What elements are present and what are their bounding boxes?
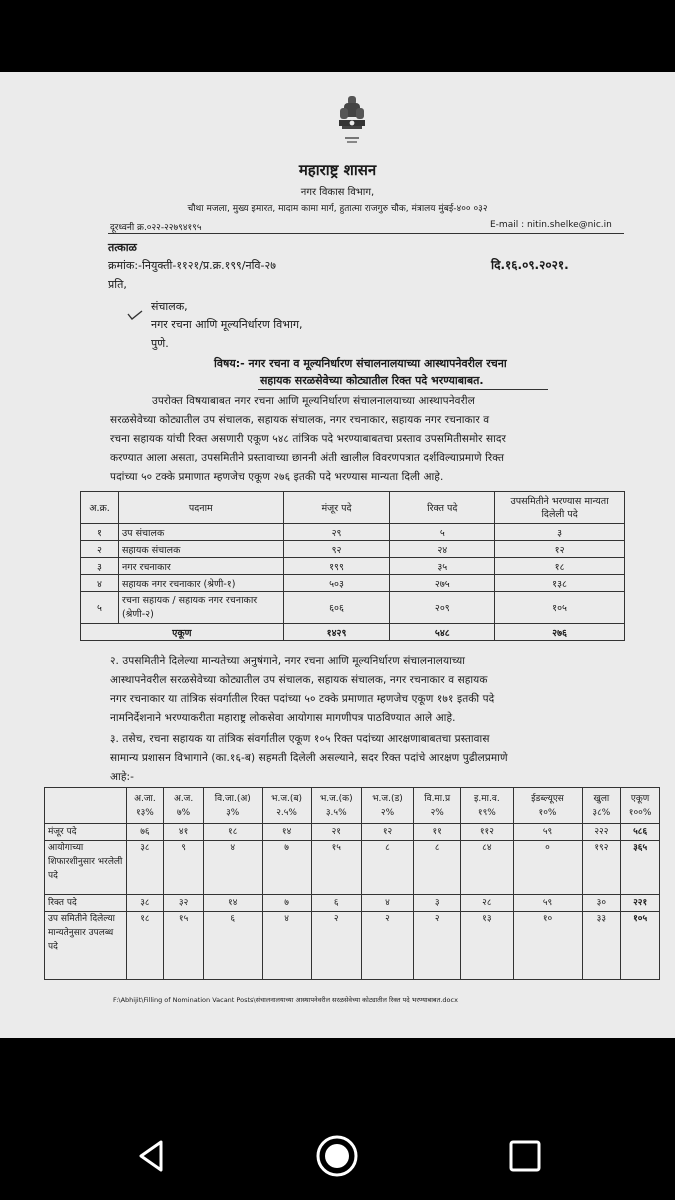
header-category: खुला ३८% — [582, 788, 621, 824]
tick-mark-icon — [127, 310, 143, 320]
para1-line-3: रचना सहायक यांची रिक्त असणारी एकूण ५४८ तांत्रिक पदे भरण्याबाबतचा प्रस्ताव उपसमितीसमोर सादर — [110, 433, 506, 445]
cell-value: ७६ — [126, 824, 164, 841]
header-blank — [45, 788, 127, 824]
header-category: भ.ज.(क) ३.५% — [311, 788, 361, 824]
reference-number: क्रमांक:-नियुक्ती-११२१/प्र.क्र.१९९/नवि-२७ — [108, 259, 276, 272]
department-address: चौथा मजला, मुख्य इमारत, मादाम कामा मार्ग, हुतात्मा राजगुरु चौक, मंत्रालय मुंबई-४०० ०३२ — [187, 204, 488, 214]
table-row — [81, 541, 625, 558]
header-category: ईडब्ल्यूएस १०% — [513, 788, 582, 824]
cell-value: १९२ — [582, 841, 621, 895]
para1-line-5: पदांच्या ५० टक्के प्रमाणात म्हणजेच एकूण २७६ इतकी पदे भरण्यास मान्यता दिली आहे. — [110, 471, 444, 483]
para2-line-2: आस्थापनेवरील सरळसेवेच्या कोट्यातील उप संचालक, सहायक संचालक, नगर रचनाकार व सहायक — [110, 674, 488, 686]
table-total-row — [81, 624, 625, 641]
header-category: वि.जा.(अ) ३% — [203, 788, 262, 824]
para3-line-3: आहे:- — [110, 771, 135, 783]
header-vacant: रिक्त पदे — [390, 492, 495, 524]
cell-value: ७ — [262, 895, 311, 912]
table-row — [45, 912, 660, 980]
table-row — [81, 592, 625, 624]
header-approved: उपसमितीने भरण्यास मान्यता दिलेली पदे — [495, 492, 625, 524]
header-category: भ.ज.(ड) २% — [361, 788, 413, 824]
para1-line-4: करण्यात आला असता, उपसमितीने प्रस्तावाच्या छाननी अंती खालील विवरणपत्रात दर्शविल्याप्रमाणे रिक्त — [110, 452, 505, 464]
table-row — [45, 895, 660, 912]
header-category: अ.ज. ७% — [164, 788, 204, 824]
cell-value: ३२ — [164, 895, 204, 912]
cell-post-name: सहायक नगर रचनाकार (श्रेणी-१) — [118, 575, 283, 592]
cell-value: ४ — [361, 895, 413, 912]
cell-value: १३ — [461, 912, 513, 980]
header-category: वि.मा.प्र २% — [414, 788, 461, 824]
row-label: रिक्त पदे — [45, 895, 127, 912]
cell-value: ६ — [311, 895, 361, 912]
cell-serial: ४ — [81, 575, 119, 592]
para1-line-1: उपरोक्त विषयाबाबत नगर रचना आणि मूल्यनिर्धारण संचालनालयाच्या आस्थापनेवरील — [152, 395, 475, 407]
cell-post-name: रचना सहायक / सहायक नगर रचनाकार (श्रेणी-२) — [118, 592, 283, 624]
cell-value: २१ — [311, 824, 361, 841]
urgency-label: तत्काळ — [108, 241, 137, 254]
cell-post-name: सहायक संचालक — [118, 541, 283, 558]
cell-value: ८ — [414, 841, 461, 895]
cell-post-name: उप संचालक — [118, 524, 283, 541]
para2-line-1: २. उपसमितीने दिलेल्या मान्यतेच्या अनुषंगाने, नगर रचना आणि मूल्यनिर्धारण संचालनालयाच्या — [110, 655, 466, 667]
cell-value: ४ — [203, 841, 262, 895]
cell-value: १० — [513, 912, 582, 980]
cell-value: ११२ — [461, 824, 513, 841]
cell-value: ६ — [203, 912, 262, 980]
table-row — [81, 575, 625, 592]
home-icon[interactable] — [315, 1134, 359, 1178]
cell-value: ३३ — [582, 912, 621, 980]
cell-total: ५८६ — [621, 824, 660, 841]
para3-line-1: ३. तसेच, रचना सहायक या तांत्रिक संवर्गातील एकूण १०५ रिक्त पदांच्या आरक्षणाबाबतचा प्रस्तावास — [110, 733, 490, 745]
header-category: भ.ज.(ब) २.५% — [262, 788, 311, 824]
document-page — [0, 72, 675, 1038]
cell-value: ५९ — [513, 895, 582, 912]
row-label: मंजूर पदे — [45, 824, 127, 841]
recipient-line-3: पुणे. — [151, 337, 169, 350]
recipient-line-2: नगर रचना आणि मूल्यनिर्धारण विभाग, — [151, 318, 303, 331]
cell-value: २ — [414, 912, 461, 980]
cell-serial: ५ — [81, 592, 119, 624]
cell-serial: २ — [81, 541, 119, 558]
cell-value: १८ — [203, 824, 262, 841]
total-vacant: ५४८ — [390, 624, 495, 641]
para1-line-2: सरळसेवेच्या कोट्यातील उप संचालक, सहायक संचालक, नगर रचनाकार, सहायक नगर रचनाकार व — [110, 414, 490, 426]
cell-vacant: २७५ — [390, 575, 495, 592]
total-sanctioned: १४२९ — [283, 624, 390, 641]
cell-value: ४१ — [164, 824, 204, 841]
subject-line-1: विषय:- नगर रचना व मूल्यनिर्धारण संचालनालयाच्या आस्थापनेवरील रचना — [214, 357, 507, 370]
header-category: अ.जा. १३% — [126, 788, 164, 824]
cell-value: ११ — [414, 824, 461, 841]
national-emblem-icon — [334, 94, 370, 150]
cell-approved: १०५ — [495, 592, 625, 624]
cell-approved: ३ — [495, 524, 625, 541]
cell-value: ९ — [164, 841, 204, 895]
recents-icon[interactable] — [507, 1138, 543, 1174]
para2-line-3: नगर रचनाकार या तांत्रिक संवर्गातील रिक्त पदांच्या ५० टक्के प्रमाणात म्हणजेच एकूण १७१ इतकी पदे — [110, 693, 495, 705]
header-sanctioned: मंजूर पदे — [283, 492, 390, 524]
cell-sanctioned: २९ — [283, 524, 390, 541]
para3-line-2: सामान्य प्रशासन विभागाने (का.१६-ब) सहमती दिलेली असल्याने, सदर रिक्त पदांचे आरक्षण पुढीलप्रमाणे — [110, 752, 508, 764]
total-label: एकूण — [81, 624, 284, 641]
cell-approved: १८ — [495, 558, 625, 575]
letterhead-divider — [108, 233, 624, 234]
header-category: एकूण १००% — [621, 788, 660, 824]
cell-sanctioned: ६०६ — [283, 592, 390, 624]
reservation-table — [44, 787, 660, 980]
email-address: E-mail : nitin.shelke@nic.in — [490, 220, 612, 230]
row-label: उप समितीने दिलेल्या मान्यतेनुसार उपलब्ध पदे — [45, 912, 127, 980]
recipient-line-1: संचालक, — [151, 300, 188, 313]
cell-vacant: ५ — [390, 524, 495, 541]
letter-date: दि.१६.०९.२०२१. — [491, 258, 569, 272]
cell-approved: १२ — [495, 541, 625, 558]
cell-post-name: नगर रचनाकार — [118, 558, 283, 575]
cell-value: १५ — [164, 912, 204, 980]
cell-value: १८ — [126, 912, 164, 980]
cell-serial: १ — [81, 524, 119, 541]
table-header-row — [81, 492, 625, 524]
table-row — [81, 524, 625, 541]
table-row — [81, 558, 625, 575]
cell-approved: १३८ — [495, 575, 625, 592]
cell-vacant: २४ — [390, 541, 495, 558]
cell-total: ३६५ — [621, 841, 660, 895]
back-icon[interactable] — [133, 1138, 169, 1174]
header-post-name: पदनाम — [118, 492, 283, 524]
cell-value: ३० — [582, 895, 621, 912]
cell-total: १०५ — [621, 912, 660, 980]
header-category: इ.मा.व. १९% — [461, 788, 513, 824]
cell-vacant: ३५ — [390, 558, 495, 575]
file-path-footer: F:\Abhijit\Filling of Nomination Vacant Posts\संचालनालयाच्या आस्थापनेवरील सरळसेवेच्या कोट्यातील रिक्त पदे भरण्याबाबत.docx — [113, 996, 458, 1004]
government-title: महाराष्ट्र शासन — [298, 161, 377, 179]
cell-value: ० — [513, 841, 582, 895]
cell-total: २२१ — [621, 895, 660, 912]
cell-value: ५९ — [513, 824, 582, 841]
salutation-to: प्रति, — [108, 278, 127, 291]
cell-value: ७ — [262, 841, 311, 895]
cell-value: ४ — [262, 912, 311, 980]
table-row — [45, 841, 660, 895]
cell-value: २८ — [461, 895, 513, 912]
vacancy-summary-table — [80, 491, 625, 641]
cell-sanctioned: ५०३ — [283, 575, 390, 592]
cell-value: ३८ — [126, 841, 164, 895]
table-header-row — [45, 788, 660, 824]
cell-value: ८ — [361, 841, 413, 895]
table-row — [45, 824, 660, 841]
cell-value: २ — [311, 912, 361, 980]
cell-vacant: २०९ — [390, 592, 495, 624]
header-serial: अ.क्र. — [81, 492, 119, 524]
subject-underline — [258, 389, 548, 390]
cell-value: १४ — [203, 895, 262, 912]
cell-value: ८४ — [461, 841, 513, 895]
cell-value: ३ — [414, 895, 461, 912]
department-name: नगर विकास विभाग, — [300, 187, 375, 198]
cell-sanctioned: १९९ — [283, 558, 390, 575]
phone-number: दूरध्वनी क्र.०२२-२२७९४१९५ — [110, 223, 202, 233]
cell-value: २२२ — [582, 824, 621, 841]
cell-value: २ — [361, 912, 413, 980]
cell-sanctioned: ९२ — [283, 541, 390, 558]
cell-value: १४ — [262, 824, 311, 841]
cell-value: ३८ — [126, 895, 164, 912]
subject-line-2: सहायक सरळसेवेच्या कोट्यातील रिक्त पदे भरण्याबाबत. — [260, 374, 484, 387]
row-label: आयोगाच्या शिफारशीनुसार भरलेली पदे — [45, 841, 127, 895]
cell-value: १५ — [311, 841, 361, 895]
cell-value: १२ — [361, 824, 413, 841]
total-approved: २७६ — [495, 624, 625, 641]
cell-serial: ३ — [81, 558, 119, 575]
para2-line-4: नामनिर्देशनाने भरण्याकरीता महाराष्ट्र लोकसेवा आयोगास मागणीपत्र पाठविण्यात आले आहे. — [110, 712, 456, 724]
